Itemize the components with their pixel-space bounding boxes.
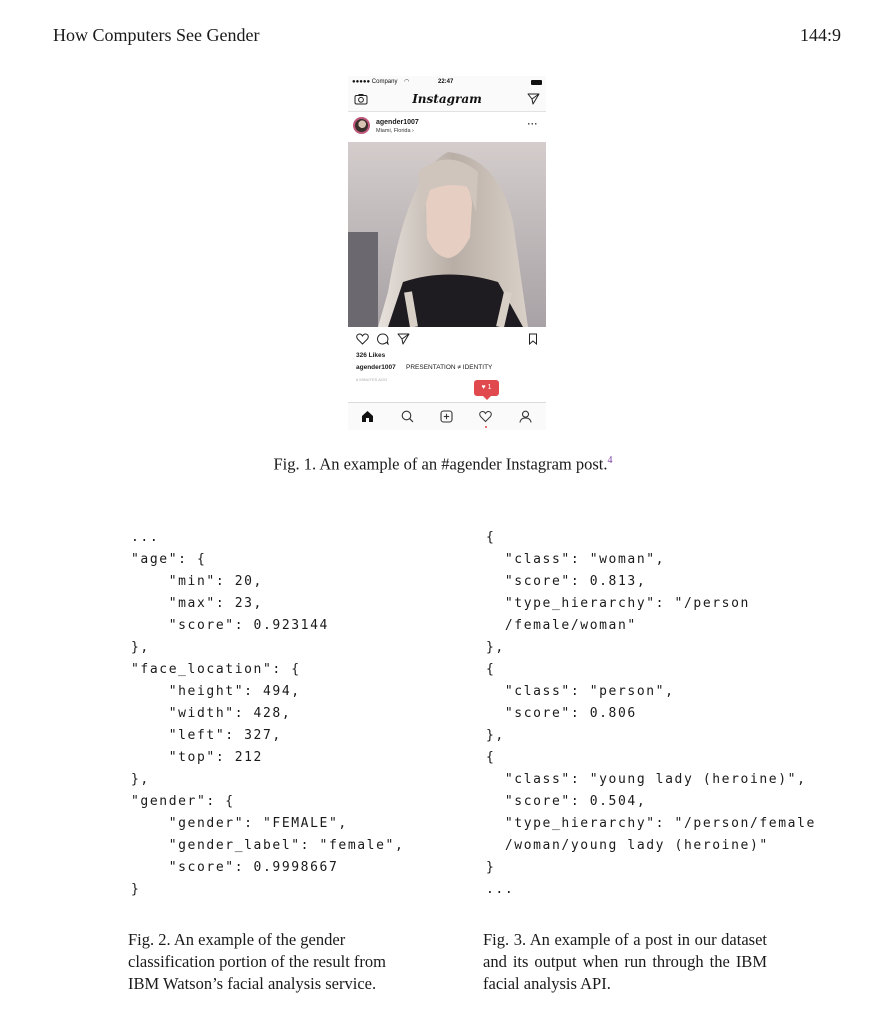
post-photo[interactable] [348, 142, 546, 327]
caption-username[interactable]: agender1007 [356, 364, 396, 371]
post-time: 6 MINUTES AGO [356, 377, 388, 382]
notification-bubble[interactable]: ♥ 1 [474, 380, 499, 396]
wifi-icon: ◠ [404, 79, 410, 85]
app-logo: Instagram [412, 92, 482, 106]
search-icon[interactable] [401, 410, 414, 423]
post-location[interactable]: Miami, Florida › [376, 128, 414, 134]
avatar[interactable] [353, 117, 370, 134]
figure-3-code: { "class": "woman", "score": 0.813, "type_hierarchy": "/person /female/woman" }, { "class": "person", "score": 0.806 }, { "class": "young lady (heroine)", "score": 0.504, "type_hierarchy": "/person/female /woman/young lady (heroine)" } ... [486, 530, 816, 897]
figure-1-caption [0, 450, 886, 476]
activity-dot [485, 426, 487, 428]
app-header [348, 89, 546, 112]
likes-count[interactable]: 326 Likes [356, 352, 386, 359]
post-username[interactable]: agender1007 [376, 119, 419, 126]
figure-3-caption: Fig. 3. An example of a post in our dataset and its output when run through the IBM facial analysis API. [483, 930, 767, 993]
home-icon[interactable] [361, 410, 374, 423]
status-carrier: ●●●●● Company [352, 79, 398, 85]
activity-icon[interactable] [479, 410, 492, 423]
add-post-icon[interactable] [440, 410, 453, 423]
figure-2-code: ... "age": { "min": 20, "max": 23, "score": 0.923144 }, "face_location": { "height": 494, "width": 428, "left": 327, "top": 212 }, "gender": { "gender": "FEMALE", "gender_label": "female", "score": 0.9998667 } [131, 530, 405, 897]
footnote-marker[interactable]: 4 [607, 455, 613, 466]
caption-text: PRESENTATION ≠ IDENTITY [406, 364, 493, 371]
battery-icon [531, 80, 542, 85]
bottom-nav [348, 402, 546, 430]
bookmark-icon[interactable] [528, 333, 538, 345]
profile-icon[interactable] [519, 410, 532, 423]
figure-1-caption-text: Fig. 1. An example of an #agender Instagram post. [273, 454, 608, 474]
instagram-screenshot [348, 76, 546, 430]
share-icon[interactable] [397, 333, 410, 345]
page-number: 144:9 [799, 25, 841, 45]
status-bar [348, 76, 546, 89]
direct-message-icon[interactable] [527, 93, 540, 105]
portrait-photo [348, 142, 546, 327]
figure-2-caption: Fig. 2. An example of the gender classification portion of the result from IBM Watson’s facial analysis service. [128, 930, 386, 993]
status-time: 22:47 [438, 79, 454, 85]
heart-icon[interactable] [356, 333, 369, 345]
running-title: How Computers See Gender [53, 25, 260, 45]
more-options-icon[interactable]: ··· [527, 119, 538, 129]
comment-icon[interactable] [376, 333, 389, 345]
